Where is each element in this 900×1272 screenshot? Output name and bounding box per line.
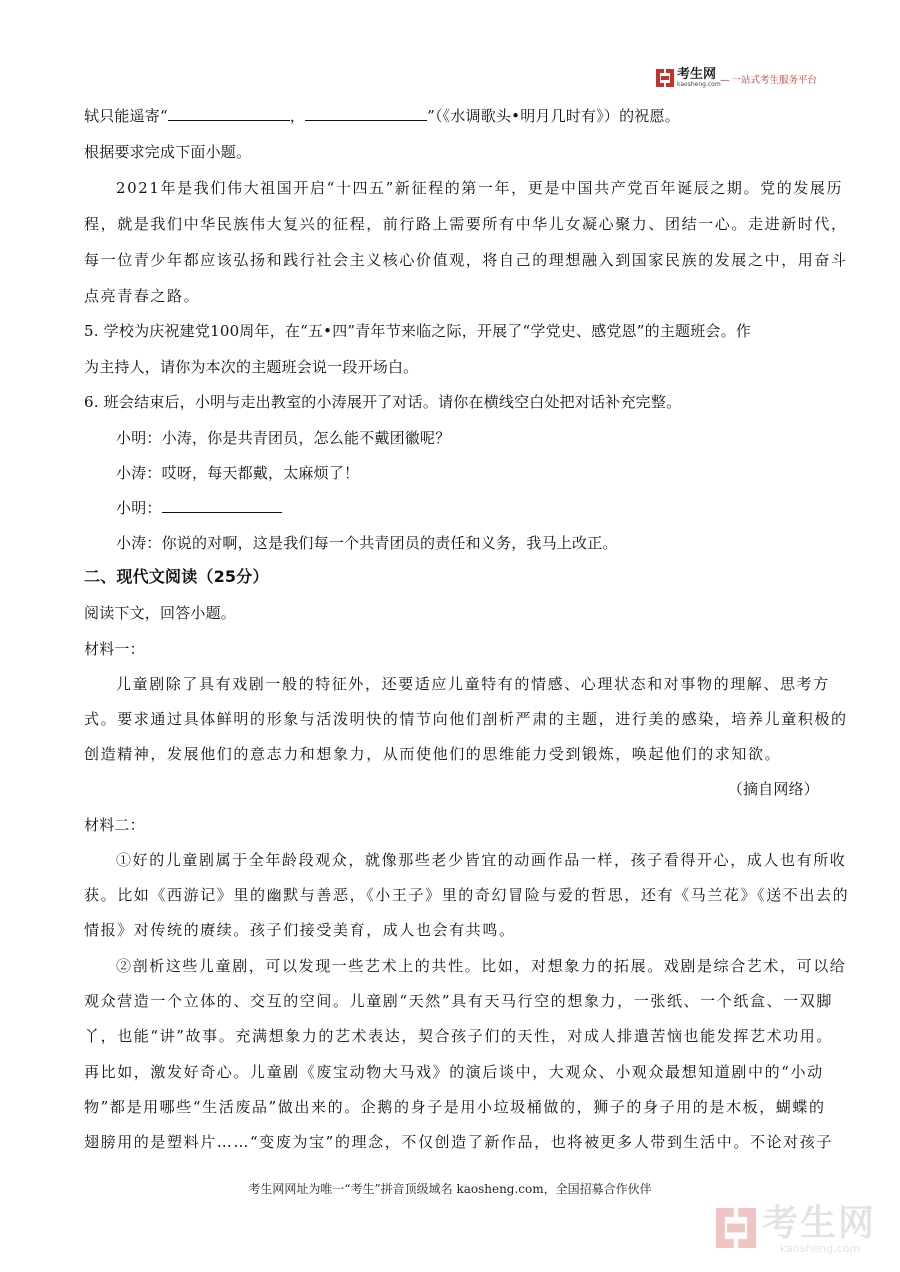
header-slogan: — 一站式考生服务平台 <box>720 72 817 86</box>
header-logo <box>656 68 816 90</box>
watermark-url: kaosheng.com <box>780 1242 861 1255</box>
q6-answer-blank[interactable] <box>162 498 282 513</box>
material-2-para2-line: 观众营造一个立体的、交互的空间。儿童剧“天然”具有天马行空的想象力，一张纸、一个纸盒、一双脚 <box>84 992 833 1010</box>
page-footer: 考生网网址为唯一“考生”拼音顶级域名 kaosheng.com，全国招募合作伙伴 <box>248 1182 652 1196</box>
material-2-para1-line: 情报》对传统的赓续。孩子们接受美育，成人也会有共鸣。 <box>84 921 516 939</box>
material-2-para1-line: ①好的儿童剧属于全年龄段观众，就像那些老少皆宜的动画作品一样，孩子看得开心，成人也有所收 <box>116 851 847 869</box>
material-1-line: 儿童剧除了具有戏剧一般的特征外，还要适应儿童特有的情感、心理状态和对事物的理解、思考方 <box>116 675 830 693</box>
passage-line: 点亮青春之路。 <box>84 287 201 305</box>
material-2-para2-line: 翅膀用的是塑料片……“变废为宝”的理念，不仅创造了新作品，也将被更多人带到生活中。不论对孩子 <box>84 1133 833 1151</box>
q4-answer-blank-1[interactable] <box>168 106 290 121</box>
material-1-label: 材料一： <box>84 640 145 658</box>
material-2-para2-line: 丫，也能“讲”故事。充满想象力的艺术表达，契合孩子们的天性，对成人排遣苦恼也能发挥艺术功用。 <box>84 1027 833 1045</box>
passage-line: 2021年是我们伟大祖国开启“十四五”新征程的第一年，更是中国共产党百年诞辰之期。党的发展历 <box>116 179 844 197</box>
dialogue-line: 小涛：你说的对啊，这是我们每一个共青团员的责任和义务，我马上改正。 <box>116 534 618 552</box>
instruction-text: 根据要求完成下面小题。 <box>84 143 252 161</box>
watermark-logo <box>716 1204 886 1256</box>
section-2-instruction: 阅读下文，回答小题。 <box>84 604 237 622</box>
q4-suffix: ”（《水调歌头•明月几时有》）的祝愿。 <box>427 107 680 125</box>
material-2-label: 材料二： <box>84 816 145 834</box>
dialogue-line-blank <box>116 498 851 518</box>
passage-line: 程，就是我们中华民族伟大复兴的征程，前行路上需要所有中华儿女凝心聚力、团结一心。走进新时代， <box>84 215 848 233</box>
dialogue-speaker: 小明： <box>116 499 162 517</box>
q4-comma: ， <box>289 107 306 125</box>
question-6: 6. 班会结束后，小明与走出教室的小涛展开了对话。请你在横线空白处把对话补充完整。 <box>84 393 682 411</box>
passage-line: 每一位青少年都应该弘扬和践行社会主义核心价值观，将自己的理想融入到国家民族的发展之中，用奋斗 <box>84 251 848 269</box>
logo-mark-icon <box>656 69 674 87</box>
question-4-tail <box>84 106 819 126</box>
dialogue-line: 小涛：哎呀，每天都戴，太麻烦了！ <box>116 464 360 482</box>
q4-prefix: 轼只能遥寄“ <box>84 107 168 125</box>
material-1-source: （摘自网络） <box>727 780 819 798</box>
question-5-line: 5. 学校为庆祝建党100周年，在“五•四”青年节来临之际，开展了“学党史、感党恩”的主题班会。作 <box>84 322 752 340</box>
watermark-text: 考生网 <box>762 1203 877 1244</box>
section-2-title: 二、现代文阅读（25分） <box>84 567 269 586</box>
question-5-line: 为主持人，请你为本次的主题班会说一段开场白。 <box>84 358 419 376</box>
watermark-mark-icon <box>716 1208 756 1248</box>
logo-brand: 考生网 <box>677 67 717 82</box>
material-2-para2-line: 物”都是用哪些“生活废品”做出来的。企鹅的身子是用小垃圾桶做的，狮子的身子用的是木板，蝴蝶的 <box>84 1098 826 1116</box>
material-2-para2-line: ②剖析这些儿童剧，可以发现一些艺术上的共性。比如，对想象力的拓展。戏剧是综合艺术，可以给 <box>116 957 847 975</box>
material-1-line: 创造精神，发展他们的意志力和想象力，从而使他们的思维能力受到锻炼，唤起他们的求知欲。 <box>84 745 782 763</box>
material-2-para1-line: 获。比如《西游记》里的幽默与善恶，《小王子》里的奇幻冒险与爱的哲思，还有《马兰花》《送不出去的 <box>84 886 850 904</box>
material-2-para2-line: 再比如，激发好奇心。儿童剧《废宝动物大马戏》的演后谈中，大观众、小观众最想知道剧中的“小动 <box>84 1063 824 1081</box>
material-1-line: 式。要求通过具体鲜明的形象与活泼明快的情节向他们剖析严肃的主题，进行美的感染，培养儿童积极的 <box>84 710 848 728</box>
dialogue-line: 小明：小涛，你是共青团员，怎么能不戴团徽呢？ <box>116 429 451 447</box>
q4-answer-blank-2[interactable] <box>305 106 427 121</box>
logo-url: kaosheng.com <box>677 81 721 88</box>
